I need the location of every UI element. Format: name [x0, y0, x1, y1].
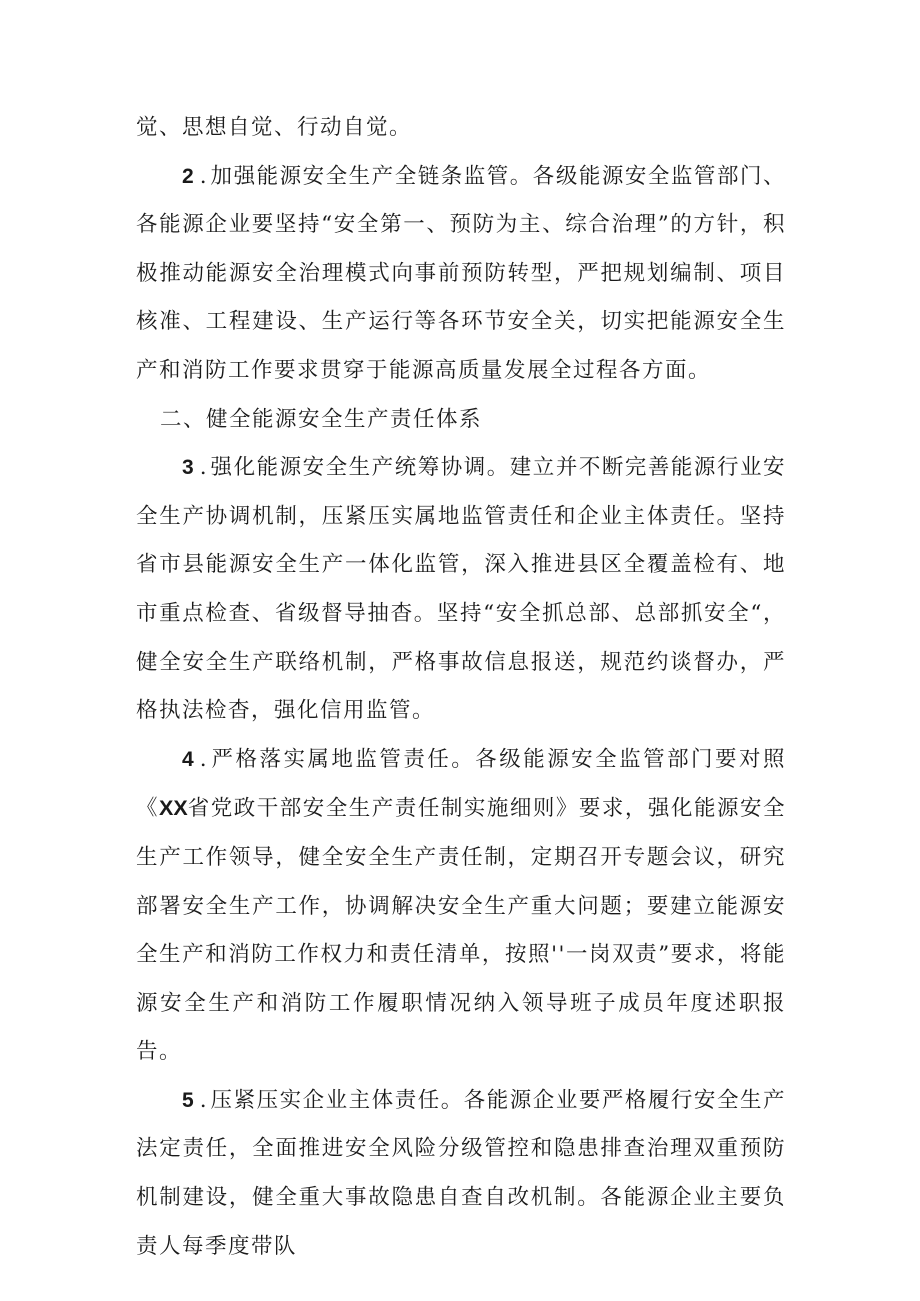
- paragraph-continuation: [136, 104, 786, 153]
- paragraph-text: 强化能源安全生产统筹协调。建立并不断完善能源行业安全生产协调机制，压紧压实属地监管责任和企业主体责任。坚持省市县能源安全生产一体化监管，深入推进县区全覆盖检有、地市重点检查、省级督导抽杳。坚持“安全抓总部、总部抓安全“，健全安全生产联络机制，严格事故信息报送，规范约谈督办，严格执法检杳，强化信用监管。: [136, 455, 786, 724]
- item-dot: .: [199, 163, 207, 189]
- paragraph-text: 觉、思想自觉、行动自觉。: [136, 115, 413, 140]
- item-number: 3: [182, 456, 194, 480]
- item-dot: .: [199, 455, 207, 481]
- paragraph-text: 压紧压实企业主体责任。各能源企业要严格履行安全生产法定责任，全面推进安全风险分级管控和隐患排查治理双重预防机制建设，健全重大事故隐患自查自改机制。各能源企业主要负责人每季度带队: [136, 1087, 786, 1259]
- paragraph-text-start: 严格落实属地监管责任。各级能源安全监管部门要对照《: [136, 746, 786, 822]
- section-heading-text: 二、健全能源安全生产责任体系: [160, 406, 483, 432]
- paragraph-text-end: 省党政干部安全生产责任制实施细则》要求，强化能源安全生产工作领导，健全安全生产责任制，定期召开专题会议，研究部署安全生产工作，协调解决安全生产重大问题；要建立能源安全生产和消防工作权力和责任清单，按照''一岗双责”要求，将能源安全生产和消防工作履职情况纳入领导班子成员年度述职报告。: [136, 796, 786, 1065]
- document-body: [136, 104, 786, 1271]
- item-dot: .: [199, 1087, 207, 1113]
- item-number: 4: [182, 747, 194, 771]
- paragraph-item-2: [136, 153, 786, 396]
- item-number: 5: [182, 1088, 194, 1112]
- paragraph-item-4: [136, 736, 786, 1077]
- province-code: XX: [159, 796, 188, 821]
- paragraph-item-3: [136, 444, 786, 736]
- paragraph-item-5: [136, 1077, 786, 1271]
- paragraph-text: 加强能源安全生产全链条监管。各级能源安全监管部门、各能源企业要坚持“安全第一、预防为主、综合治理”的方针，积极推动能源安全治理模式向事前预防转型，严把规划编制、项目核准、工程建设、生产运行等各环节安全关，切实把能源安全生产和消防工作要求贯穿于能源高质量发展全过程各方面。: [136, 163, 786, 383]
- item-dot: .: [199, 746, 207, 772]
- item-number: 2: [182, 164, 194, 188]
- section-heading: [136, 396, 786, 445]
